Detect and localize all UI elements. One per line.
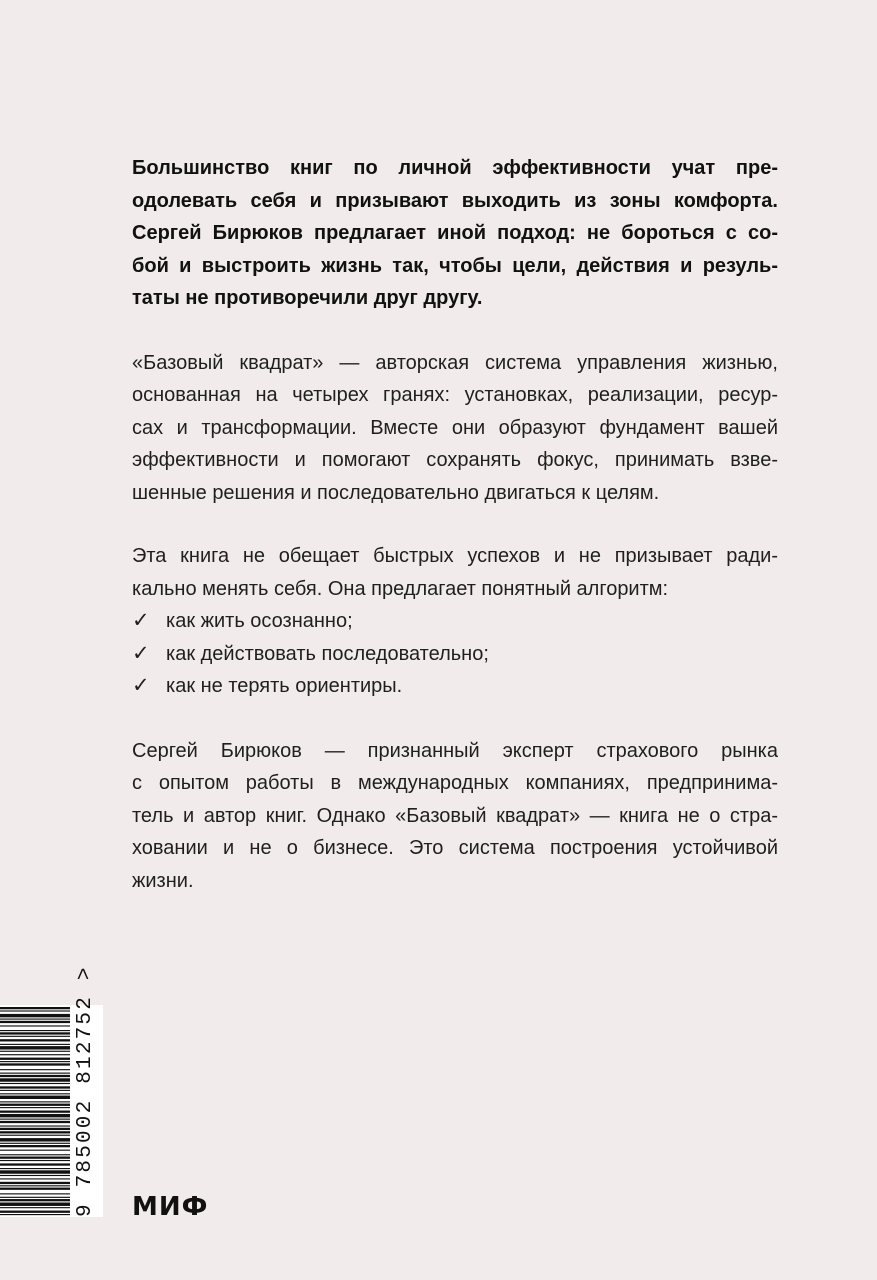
intro-line: Большинство книг по личной эффективности учат пре-	[132, 157, 778, 179]
barcode-bar	[0, 1032, 70, 1034]
author-paragraph	[132, 735, 778, 898]
barcode-bar	[0, 1039, 70, 1041]
system-line: эффективности и помогают сохранять фокус, принимать взве-	[132, 449, 778, 471]
barcode-bar	[0, 1111, 70, 1113]
barcode-bar	[0, 1058, 70, 1060]
barcode-bar	[0, 1188, 70, 1190]
intro-paragraph	[132, 152, 778, 315]
barcode-bar	[0, 1063, 70, 1065]
publisher-logo: МИФ	[132, 1192, 209, 1222]
intro-line: бой и выстроить жизнь так, чтобы цели, действия и резуль-	[132, 254, 778, 277]
checklist	[132, 605, 778, 703]
isbn-digits: 9 785002 812752 >	[74, 965, 97, 1217]
barcode-bar	[0, 1168, 70, 1169]
barcode-bar	[0, 1160, 70, 1161]
barcode-bar	[0, 1014, 70, 1017]
system-paragraph	[132, 347, 778, 510]
barcode-bar	[0, 1138, 70, 1141]
barcode-bar	[0, 1083, 70, 1084]
barcode-bar	[0, 1114, 70, 1117]
barcode-bar	[0, 1128, 70, 1130]
barcode-bar	[0, 1197, 70, 1198]
barcode-bar	[0, 1046, 70, 1049]
barcode-bar	[0, 1010, 70, 1011]
system-line: «Базовый квадрат» — авторская система управления жизнью,	[132, 351, 778, 374]
barcode-bar	[0, 1125, 70, 1126]
barcode-bar	[0, 1101, 70, 1102]
barcode-bar	[0, 1044, 70, 1045]
checklist-item-text: как жить осознанно;	[166, 610, 353, 632]
author-line: с опытом работы в международных компаниях, предпринима-	[132, 772, 778, 794]
barcode-bar	[0, 1135, 70, 1136]
system-line: основанная на четырех гранях: установках, реализации, ресур-	[132, 384, 778, 406]
barcode-bar	[0, 1145, 70, 1147]
barcode-bar	[0, 1170, 70, 1173]
system-line: шенные решения и последовательно двигаться к целям.	[132, 481, 660, 504]
barcode-bar	[0, 1036, 70, 1037]
checkmark-icon: ✓	[132, 674, 150, 697]
barcode-bar	[0, 1203, 70, 1206]
barcode-bar	[0, 1054, 70, 1055]
barcode-bar	[0, 1178, 70, 1179]
barcode-bar	[0, 1078, 70, 1081]
checklist-item-text: как не терять ориентиры.	[166, 675, 403, 697]
author-line: тель и автор книг. Однако «Базовый квадрат» — книга не о стра-	[132, 804, 778, 827]
barcode-bar	[0, 1075, 70, 1077]
barcode-bar	[0, 1163, 70, 1165]
barcode-bar	[0, 1207, 70, 1208]
barcode-bar	[0, 1093, 70, 1094]
barcode-bar	[0, 1214, 70, 1215]
barcode-bar	[0, 1007, 70, 1009]
barcode-bar	[0, 1061, 70, 1062]
system-line: сах и трансформации. Вместе они образуют фундамент вашей	[132, 416, 778, 439]
isbn-barcode	[0, 965, 103, 1217]
checkmark-icon: ✓	[132, 641, 150, 665]
author-line: ховании и не о бизнесе. Это система построения устойчивой	[132, 837, 778, 859]
checklist-item	[132, 670, 778, 703]
algorithm-line: кально менять себя. Она предлагает понятный алгоритм:	[132, 577, 669, 600]
barcode-bar	[0, 1131, 70, 1133]
author-line: жизни.	[132, 869, 194, 892]
barcode-bar	[0, 1107, 70, 1108]
barcode-bar	[0, 1051, 70, 1052]
barcode-bar	[0, 1199, 70, 1201]
barcode-bar	[0, 1157, 70, 1159]
barcode-bar	[0, 1175, 70, 1176]
barcode-bar	[0, 1119, 70, 1120]
barcode-bar	[0, 1211, 70, 1213]
barcode-bar	[0, 1154, 70, 1155]
barcode-bar	[0, 1182, 70, 1184]
barcode-bar	[0, 1150, 70, 1151]
checklist-item	[132, 638, 778, 671]
barcode-bar	[0, 1143, 70, 1144]
barcode-bar	[0, 1019, 70, 1020]
checklist-item	[132, 605, 778, 638]
barcode-bar	[0, 1096, 70, 1099]
intro-line: одолевать себя и призывают выходить из зоны комфорта.	[132, 189, 778, 212]
algorithm-paragraph	[132, 540, 778, 605]
barcode-bar	[0, 1069, 70, 1070]
intro-line: таты не противоречили друг другу.	[132, 287, 483, 309]
barcode-bars-icon	[0, 1005, 70, 1217]
barcode-bar	[0, 1021, 70, 1023]
intro-line: Сергей Бирюков предлагает иной подход: не бороться с со-	[132, 222, 778, 244]
barcode-bar	[0, 1090, 70, 1091]
barcode-bar	[0, 1121, 70, 1123]
algorithm-line: Эта книга не обещает быстрых успехов и не призывает ради-	[132, 545, 778, 567]
author-line: Сергей Бирюков — признанный эксперт страхового рынка	[132, 739, 778, 762]
barcode-bar	[0, 1073, 70, 1074]
barcode-bar	[0, 1185, 70, 1186]
barcode-bar	[0, 1193, 70, 1194]
barcode-bar	[0, 1104, 70, 1106]
checkmark-icon: ✓	[132, 609, 150, 632]
barcode-bar	[0, 1025, 70, 1026]
checklist-item-text: как действовать последовательно;	[166, 642, 489, 665]
barcode-bar	[0, 1030, 70, 1031]
back-cover-text	[132, 152, 778, 897]
barcode-bar	[0, 1086, 70, 1088]
